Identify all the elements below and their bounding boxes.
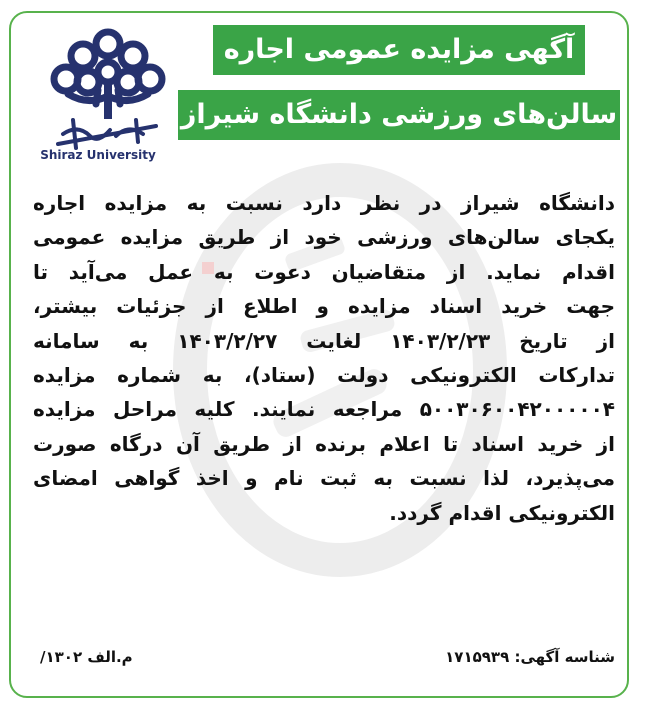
body-line: می‌پذیرد، لذا نسبت به ثبت نام و اخذ گواهی امضای (33, 466, 615, 491)
ad-id: شناسه آگهی: ۱۷۱۵۹۳۹ (445, 648, 615, 666)
body-line: از خرید اسناد تا اعلام برنده از طریق آن درگاه صورت (33, 431, 615, 456)
body-line: اقدام نماید. از متقاضیان دعوت به عمل می‌آید تا (33, 259, 615, 284)
title-line-2: سالن‌های ورزشی دانشگاه شیراز (178, 90, 620, 140)
body-line: از تاریخ ۱۴۰۳/۲/۲۳ لغایت ۱۴۰۳/۲/۲۷ به سامانه (33, 328, 615, 353)
body-line: یکجای سالن‌های ورزشی خود از طریق مزایده عمومی (33, 225, 615, 250)
notice-body (33, 186, 615, 530)
body-line: الکترونیکی اقدام گردد. (389, 500, 615, 525)
reference-number: م.الف ۱۳۰۲/ (40, 648, 133, 666)
body-line: ۵۰۰۳۰۶۰۰۴۲۰۰۰۰۰۴ مراجعه نمایند. کلیه مراحل مزایده (33, 397, 615, 422)
body-line: جهت خرید اسناد مزایده و اطلاع از جزئیات بیشتر، (33, 294, 615, 319)
body-line: تدارکات الکترونیکی دولت (ستاد)، به شماره مزایده (33, 363, 615, 388)
logo-english-name: Shiraz University (40, 148, 156, 162)
body-line: دانشگاه شیراز در نظر دارد نسبت به مزایده اجاره (33, 191, 615, 215)
title-line-1: آگهی مزایده عمومی اجاره (213, 25, 585, 75)
